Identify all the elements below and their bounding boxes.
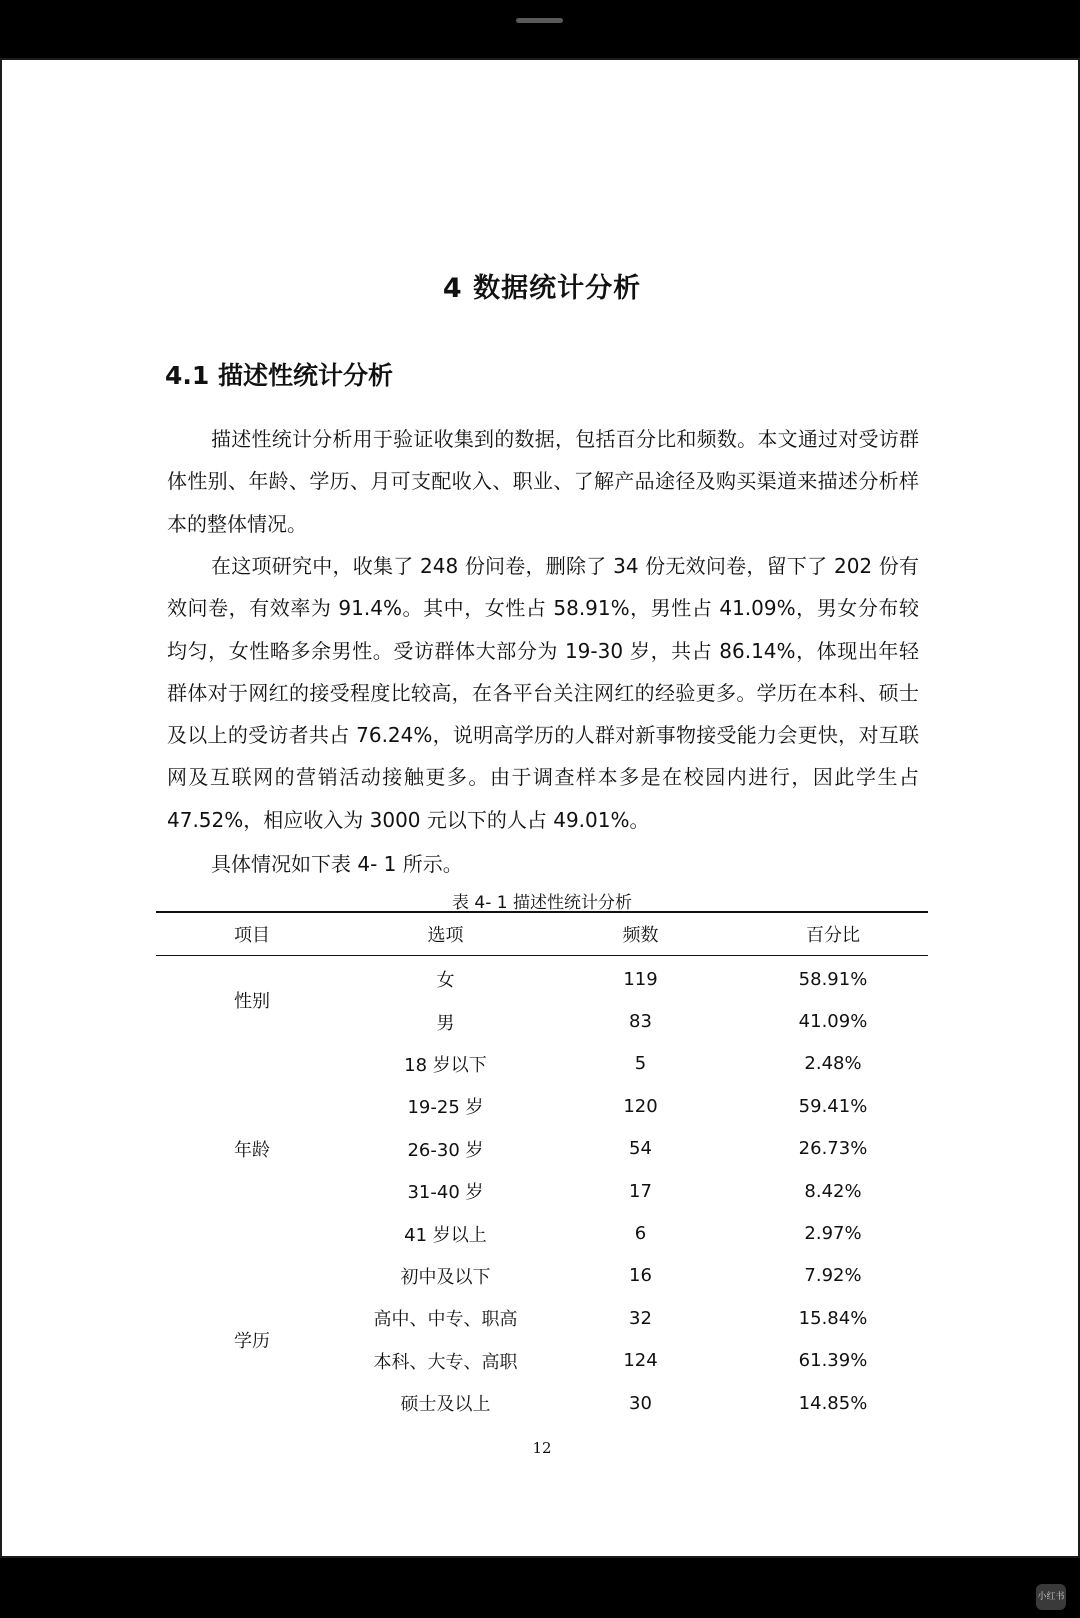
count-cell: 16	[629, 1265, 652, 1287]
percent-cell: 2.48%	[804, 1053, 862, 1075]
percent-cell: 2.97%	[804, 1223, 862, 1245]
section-title: 4.1 描述性统计分析	[165, 361, 393, 390]
option-cell: 男	[436, 1012, 455, 1034]
option-cell: 初中及以下	[400, 1266, 491, 1288]
group-label-age: 年龄	[234, 1139, 270, 1161]
percent-cell: 15.84%	[798, 1307, 868, 1329]
count-cell: 32	[629, 1307, 652, 1329]
chapter-title: 4 数据统计分析	[442, 273, 642, 304]
count-cell: 124	[623, 1350, 658, 1372]
statistics-table	[156, 911, 928, 1424]
percent-cell: 8.42%	[804, 1180, 862, 1202]
header-frequency: 频数	[543, 912, 738, 956]
table-caption: 表 4- 1 描述性统计分析	[452, 893, 632, 913]
percent-cell: 26.73%	[798, 1138, 868, 1160]
option-cell: 本科、大专、高职	[373, 1351, 518, 1373]
paragraph-2: 在这项研究中，收集了 248 份问卷，删除了 34 份无效问卷，留下了 202 份有效问卷，有效率为 91.4%。其中，女性占 58.91%，男性占 41.09%，男女分布较均匀，女性略多余男性。受访群体大部分为 19-30 岁，共占 86.14%，体现出年轻群体对于网红的接受程度比较高，在各平台关注网红的经验更多。学历在本科、硕士及以上的受访者共占 76.24%，说明高学历的人群对新事物接受能力会更快，对互联网及互联网的营销活动接触更多。由于调查样本多是在校园内进行，因此学生占 47.52%，相应收入为 3000 元以下的人占 49.01%。	[167, 554, 919, 832]
drag-handle[interactable]	[516, 18, 563, 23]
count-cell: 54	[629, 1138, 652, 1160]
group-label-education: 学历	[234, 1330, 270, 1352]
percent-cell: 41.09%	[798, 1011, 868, 1033]
percent-cell: 7.92%	[804, 1265, 862, 1287]
watermark-logo: 小红书	[1036, 1584, 1066, 1610]
percent-cell: 14.85%	[798, 1392, 868, 1414]
option-cell: 41 岁以上	[404, 1224, 487, 1246]
group-label-gender: 性别	[234, 991, 270, 1013]
document-page	[0, 58, 1080, 1558]
percent-cell: 61.39%	[798, 1350, 868, 1372]
header-option: 选项	[348, 912, 543, 956]
table-row	[156, 1043, 928, 1085]
percent-cell: 59.41%	[798, 1095, 868, 1117]
count-cell: 83	[629, 1011, 652, 1033]
count-cell: 120	[623, 1095, 658, 1117]
count-cell: 5	[634, 1053, 647, 1075]
option-cell: 高中、中专、职高	[373, 1309, 518, 1331]
table-row	[156, 956, 928, 1001]
option-cell: 31-40 岁	[407, 1182, 484, 1204]
table-header-row	[156, 912, 928, 956]
count-cell: 17	[629, 1180, 652, 1202]
count-cell: 30	[629, 1392, 652, 1414]
count-cell: 6	[634, 1223, 647, 1245]
option-cell: 26-30 岁	[407, 1139, 484, 1161]
count-cell: 119	[623, 968, 658, 990]
header-item: 项目	[156, 912, 348, 956]
percent-cell: 58.91%	[798, 968, 868, 990]
paragraph-1: 描述性统计分析用于验证收集到的数据，包括百分比和频数。本文通过对受访群体性别、年龄、学历、月可支配收入、职业、了解产品途径及购买渠道来描述分析样本的整体情况。	[167, 427, 919, 536]
header-percentage: 百分比	[738, 912, 928, 956]
page-number: 12	[532, 1439, 552, 1457]
table-row	[156, 1255, 928, 1297]
option-cell: 硕士及以上	[400, 1394, 491, 1416]
paragraph-3: 具体情况如下表 4- 1 所示。	[211, 852, 463, 876]
option-cell: 19-25 岁	[407, 1097, 484, 1119]
option-cell: 18 岁以下	[404, 1054, 487, 1076]
option-cell: 女	[436, 970, 455, 992]
